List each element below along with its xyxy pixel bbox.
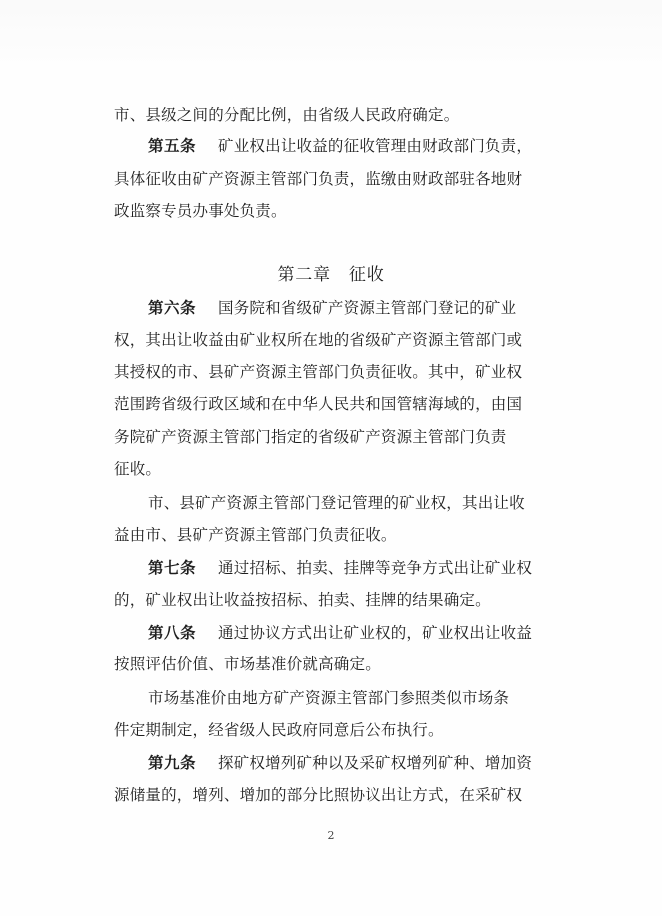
text-line: 国务院和省级矿产资源主管部门登记的矿业 (218, 299, 517, 317)
text-line: 市场基准价由地方矿产资源主管部门参照类似市场条 (148, 689, 510, 707)
page-number: 2 (327, 829, 335, 842)
text-line: 市、县级之间的分配比例，由省级人民政府确定。 (114, 106, 460, 124)
paragraph-line (114, 358, 554, 386)
text-line: 具体征收由矿产资源主管部门负责，监缴由财政部驻各地财 (114, 170, 523, 188)
text-line: 政监察专员办事处负责。 (114, 202, 287, 220)
text-line: 通过招标、拍卖、挂牌等竞争方式出让矿业权 (218, 559, 533, 577)
article-line-6 (148, 294, 554, 322)
paragraph-line (114, 423, 554, 451)
paragraph-line (114, 101, 554, 129)
chapter-title: 征收 (348, 265, 385, 285)
paragraph-line (114, 455, 554, 483)
paragraph-line (148, 489, 554, 517)
article-line-8 (148, 619, 554, 647)
article-line-9 (148, 749, 554, 777)
text-line: 件定期制定，经省级人民政府同意后公布执行。 (114, 721, 444, 739)
paragraph-line (148, 684, 554, 712)
chapter-number: 第二章 (277, 265, 331, 285)
text-line: 征收。 (114, 460, 162, 478)
article-label: 第七条 (148, 558, 197, 577)
article-label: 第五条 (148, 136, 197, 155)
article-line-7 (148, 554, 554, 582)
text-line: 益由市、县矿产资源主管部门负责征收。 (114, 526, 397, 544)
text-line: 探矿权增列矿种以及采矿权增列矿种、增加资 (218, 754, 533, 772)
paragraph-line (114, 586, 554, 614)
paragraph-line (114, 650, 554, 678)
paragraph-line (114, 326, 554, 354)
article-label: 第六条 (148, 298, 197, 317)
text-line: 务院矿产资源主管部门指定的省级矿产资源主管部门负责 (114, 428, 507, 446)
article-label: 第九条 (148, 753, 197, 772)
text-line: 范围跨省级行政区域和在中华人民共和国管辖海域的，由国 (114, 395, 523, 413)
text-line: 权，其出让收益由矿业权所在地的省级矿产资源主管部门或 (114, 331, 523, 349)
article-label: 第八条 (148, 623, 197, 642)
text-line: 按照评估价值、市场基准价就高确定。 (114, 655, 381, 673)
text-line: 矿业权出让收益的征收管理由财政部门负责， (218, 137, 533, 155)
paragraph-line (114, 521, 554, 549)
text-line: 源储量的，增列、增加的部分比照协议出让方式，在采矿权 (114, 786, 523, 804)
text-line: 市、县矿产资源主管部门登记管理的矿业权，其出让收 (148, 494, 525, 512)
paragraph-line (114, 197, 554, 225)
paragraph-line (114, 165, 554, 193)
article-line-5 (148, 132, 554, 160)
paragraph-line (114, 716, 554, 744)
paragraph-line (114, 390, 554, 418)
text-line: 的，矿业权出让收益按招标、拍卖、挂牌的结果确定。 (114, 591, 491, 609)
text-line: 其授权的市、县矿产资源主管部门负责征收。其中，矿业权 (114, 363, 523, 381)
scan-shadow (0, 0, 662, 70)
paragraph-line (114, 781, 554, 809)
chapter-heading (0, 261, 662, 289)
text-line: 通过协议方式出让矿业权的，矿业权出让收益 (218, 624, 533, 642)
